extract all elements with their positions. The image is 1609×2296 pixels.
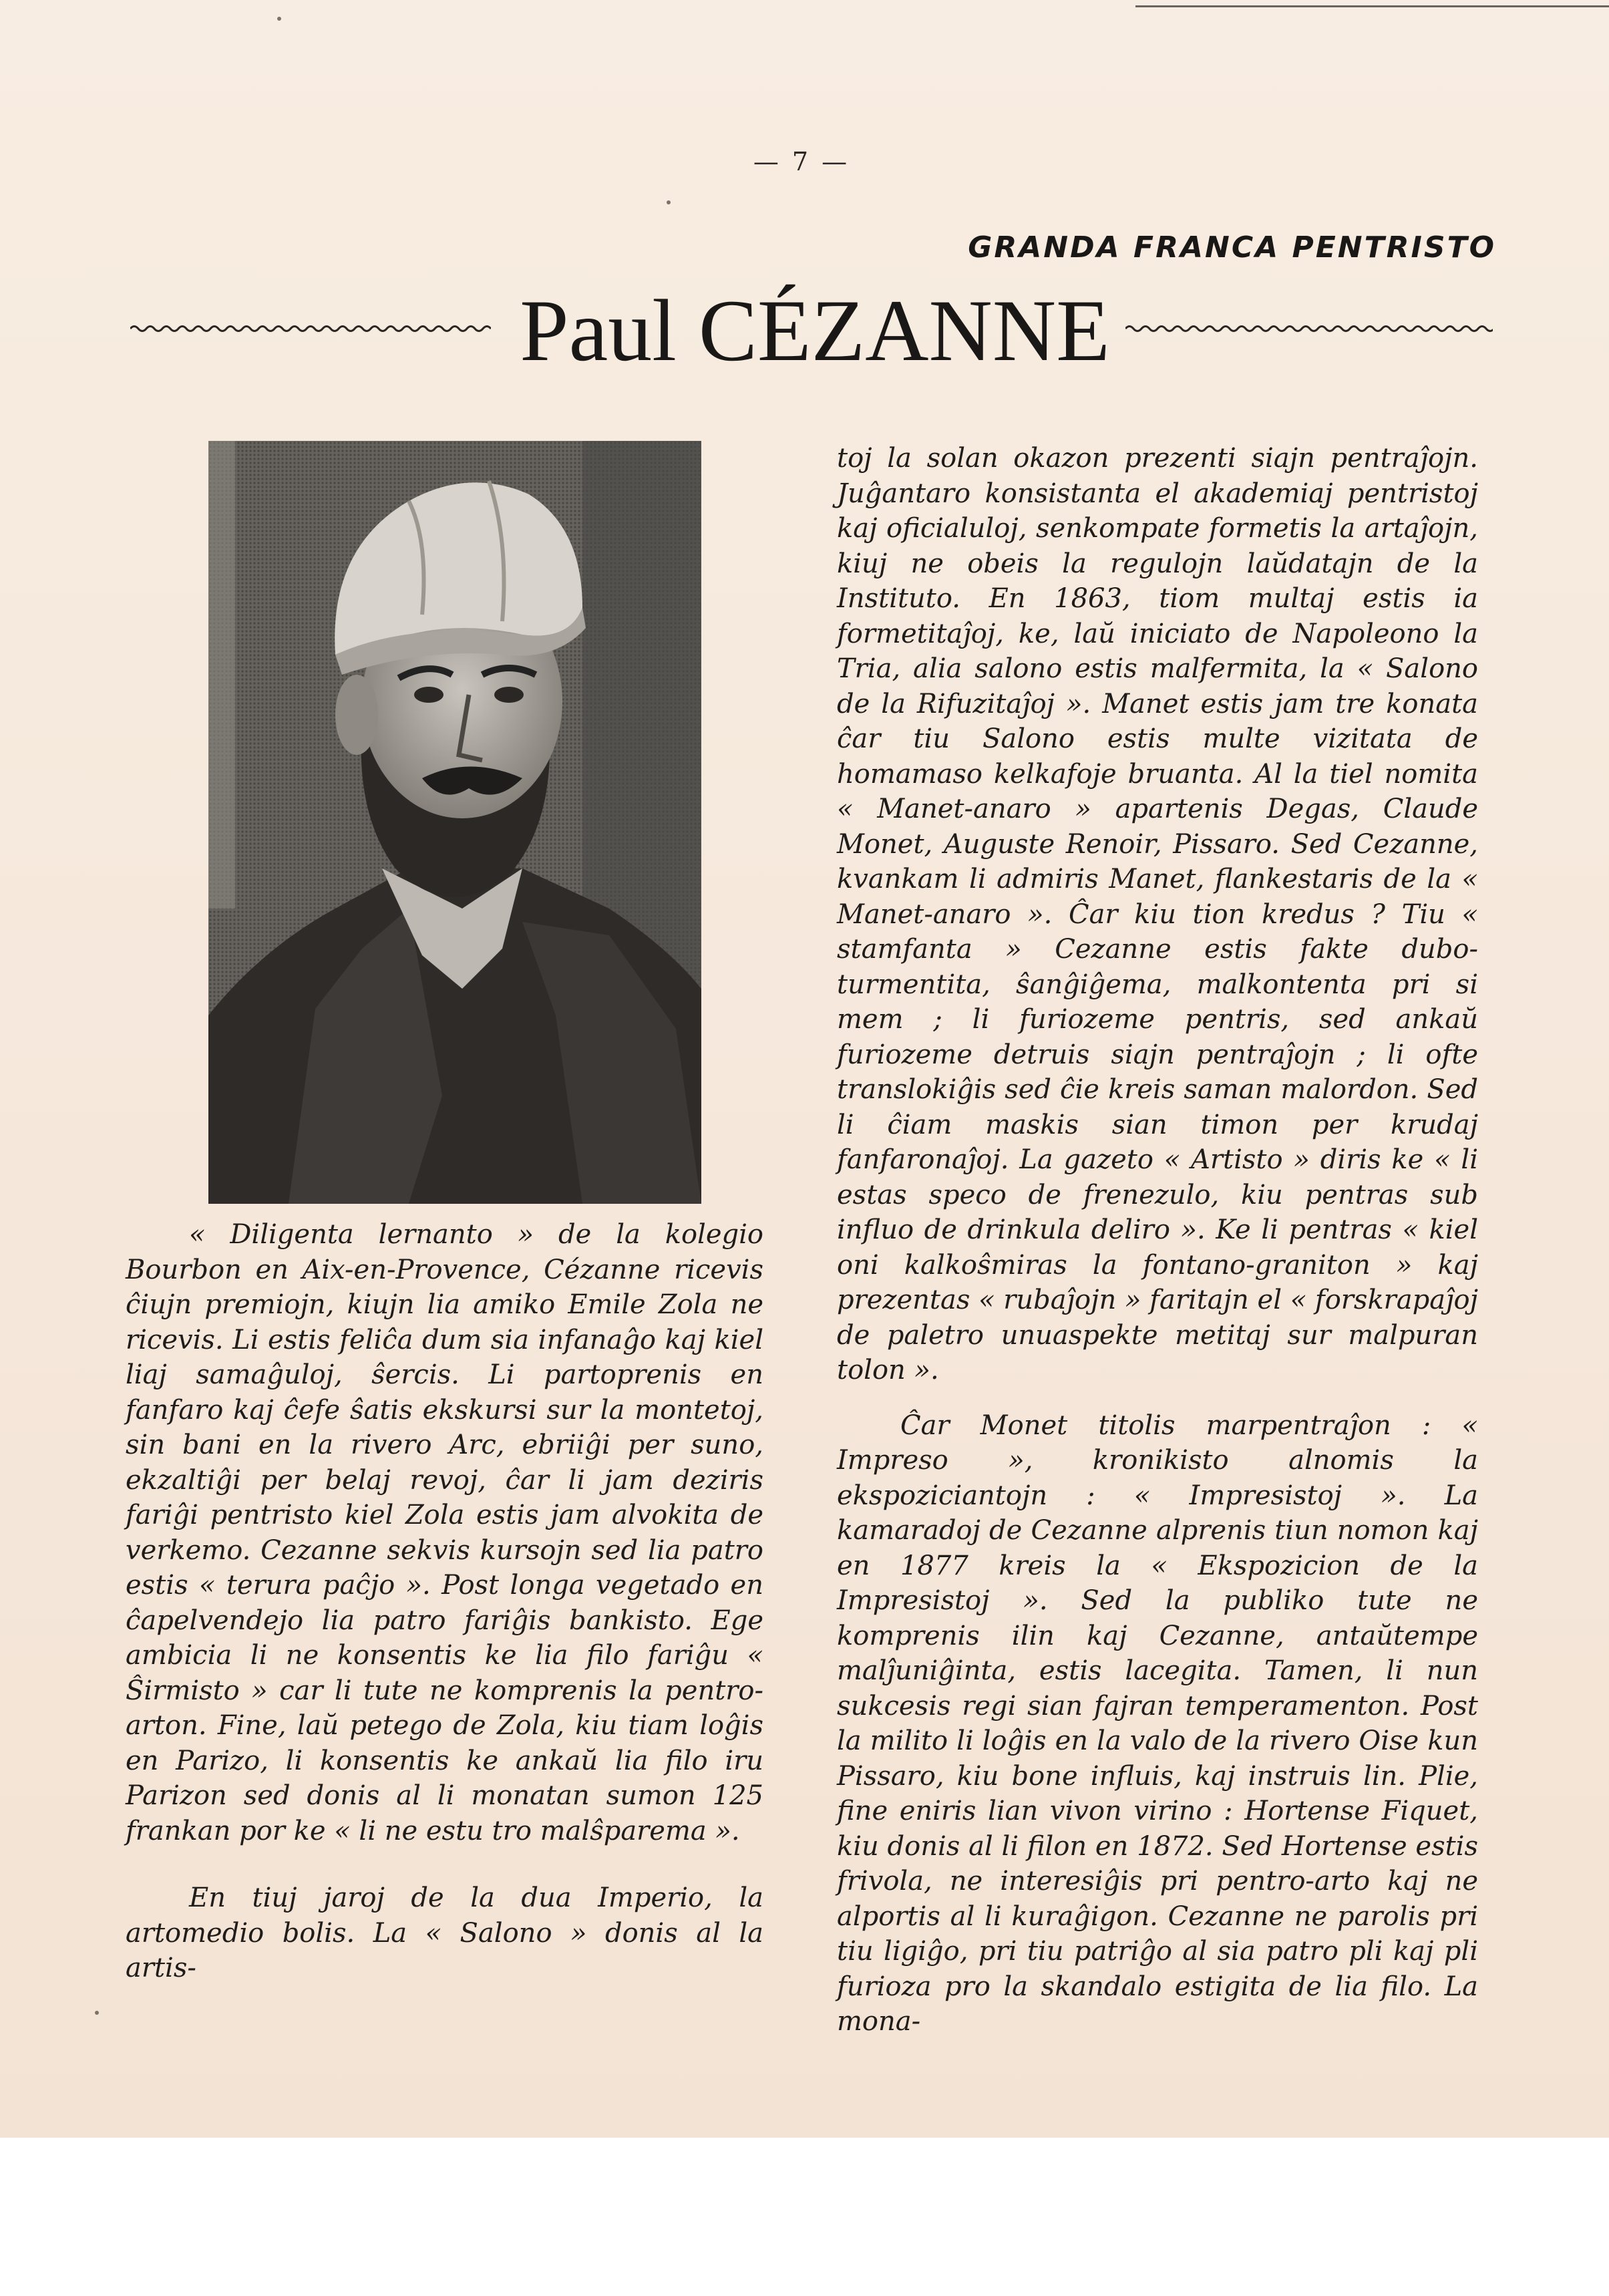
paragraph-gap bbox=[126, 1848, 763, 1880]
left-paragraph-2: En tiuj jaroj de la dua Imperio, la artomedio bolis. La « Salono » donis al la artis- bbox=[126, 1882, 763, 1983]
wavy-rule-left bbox=[130, 321, 491, 337]
wavy-rule-right bbox=[1125, 321, 1493, 337]
stray-dot bbox=[95, 2011, 99, 2015]
top-rule bbox=[1135, 5, 1609, 7]
right-paragraph-2: Ĉar Monet titolis marpentraĵon : « Impreso », kronikisto alnomis la ekspoziciantojn : « Impresistoj ». La kamaradoj de Cezanne alprenis tiun nomon kaj en 1877 kreis la « Ekspozicion de la Impresistoj ». Sed la publiko tute ne komprenis ilin kaj Cezanne, antaŭtempe malĵuniĝinta, estis lacegita. Tamen, li nun sukcesis regi sian fajran temperamenton. Post la milito li loĝis en la valo de la rivero Oise kun Pissaro, kiu bone influis, kaj instruis lin. Plie, fine eniris lian vivon virino : Hortense Fiquet, kiu donis al li filon en 1872. Sed Hortense estis frivola, ne interesiĝis pri pentro-arto kaj ne alportis al li kuraĝigon. Cezanne ne parolis pri tiu ligiĝo, pri tiu patriĝo al sia patro pli kaj pli furioza pro la skandalo estigita de lia filo. La mona- bbox=[837, 1410, 1478, 2037]
cezanne-portrait-icon bbox=[208, 441, 701, 1204]
paragraph-gap bbox=[837, 1388, 1478, 1408]
article-title: Paul CÉZANNE bbox=[520, 281, 1110, 379]
right-paragraph-1: toj la solan okazon prezenti siajn pentraĵojn. Juĝantaro konsistanta el akademiaj pentristoj kaj oficialuloj, senkompate formetis la artaĵojn, kiuj ne obeis la regulojn laŭdatajn de la Instituto. En 1863, tiom multaj estis ia formetitaĵoj, ke, laŭ iniciato de Napoleono la Tria, alia salono estis malfermita, la « Salono de la Rifuzitaĵoj ». Manet estis jam tre konata ĉar tiu Salono estis multe vizitata de homamaso kelkafoje bruanta. Al la tiel nomita « Manet-anaro » apartenis Degas, Claude Monet, Auguste Renoir, Pissaro. Sed Cezanne, kvankam li admiris Manet, flankestaris de la « Manet-anaro ». Ĉar kiu tion kredus ? Tiu « stamfanta » Cezanne estis fakte dubo-turmentita, ŝanĝiĝema, malkontenta pri si mem ; li furiozeme pentris, sed ankaŭ furiozeme detruis siajn pentraĵojn ; li ofte translokiĝis sed ĉie kreis saman malordon. Sed li ĉiam maskis sian timon per krudaj fanfaronaĵoj. La gazeto « Artisto » diris ke « li estas speco de frenezulo, kiu pentras sub influo de drinkula deliro ». Ke li pentras « kiel oni kalkoŝmiras la fontano-graniton » kaj prezentas « rubaĵojn » faritajn el « forskrapaĵoj de paletro unuaspekte metitaj sur malpuran tolon ». bbox=[837, 443, 1478, 1385]
stray-dot bbox=[667, 200, 671, 204]
stray-dot bbox=[277, 17, 281, 21]
left-column bbox=[126, 1217, 763, 1986]
section-title: GRANDA FRANCA PENTRISTO bbox=[968, 230, 1496, 265]
portrait-illustration bbox=[208, 441, 701, 1204]
title-row bbox=[130, 281, 1493, 381]
left-paragraph-1: « Diligenta lernanto » de la kolegio Bourbon en Aix-en-Provence, Cézanne ricevis ĉiujn premiojn, kiujn lia amiko Emile Zola ne ricevis. Li estis feliĉa dum sia infanaĝo kaj kiel liaj samaĝuloj, ŝercis. Li partoprenis en fanfaro kaj ĉefe ŝatis ekskursi sur la montetoj, sin bani en la rivero Arc, ebriiĝi per suno, ekzaltiĝi per belaj revoj, ĉar li jam deziris fariĝi pentristo kiel Zola estis jam alvokita de verkemo. Cezanne sekvis kursojn sed lia patro estis « terura paĉjo ». Post longa vegetado en ĉapelvendejo lia patro fariĝis bankisto. Ege ambicia li ne konsentis ke lia filo fariĝu « Ŝirmisto » car li tute ne komprenis la pentro-arton. Fine, laŭ petego de Zola, kiu tiam loĝis en Parizo, li konsentis ke ankaŭ lia filo iru Parizon sed donis al li monatan sumon 125 frankan por ke « li ne estu tro malŝparema ». bbox=[126, 1219, 763, 1846]
page-margin bbox=[0, 2138, 1609, 2296]
page-number: — 7 — bbox=[753, 147, 850, 176]
right-column bbox=[837, 441, 1478, 2039]
